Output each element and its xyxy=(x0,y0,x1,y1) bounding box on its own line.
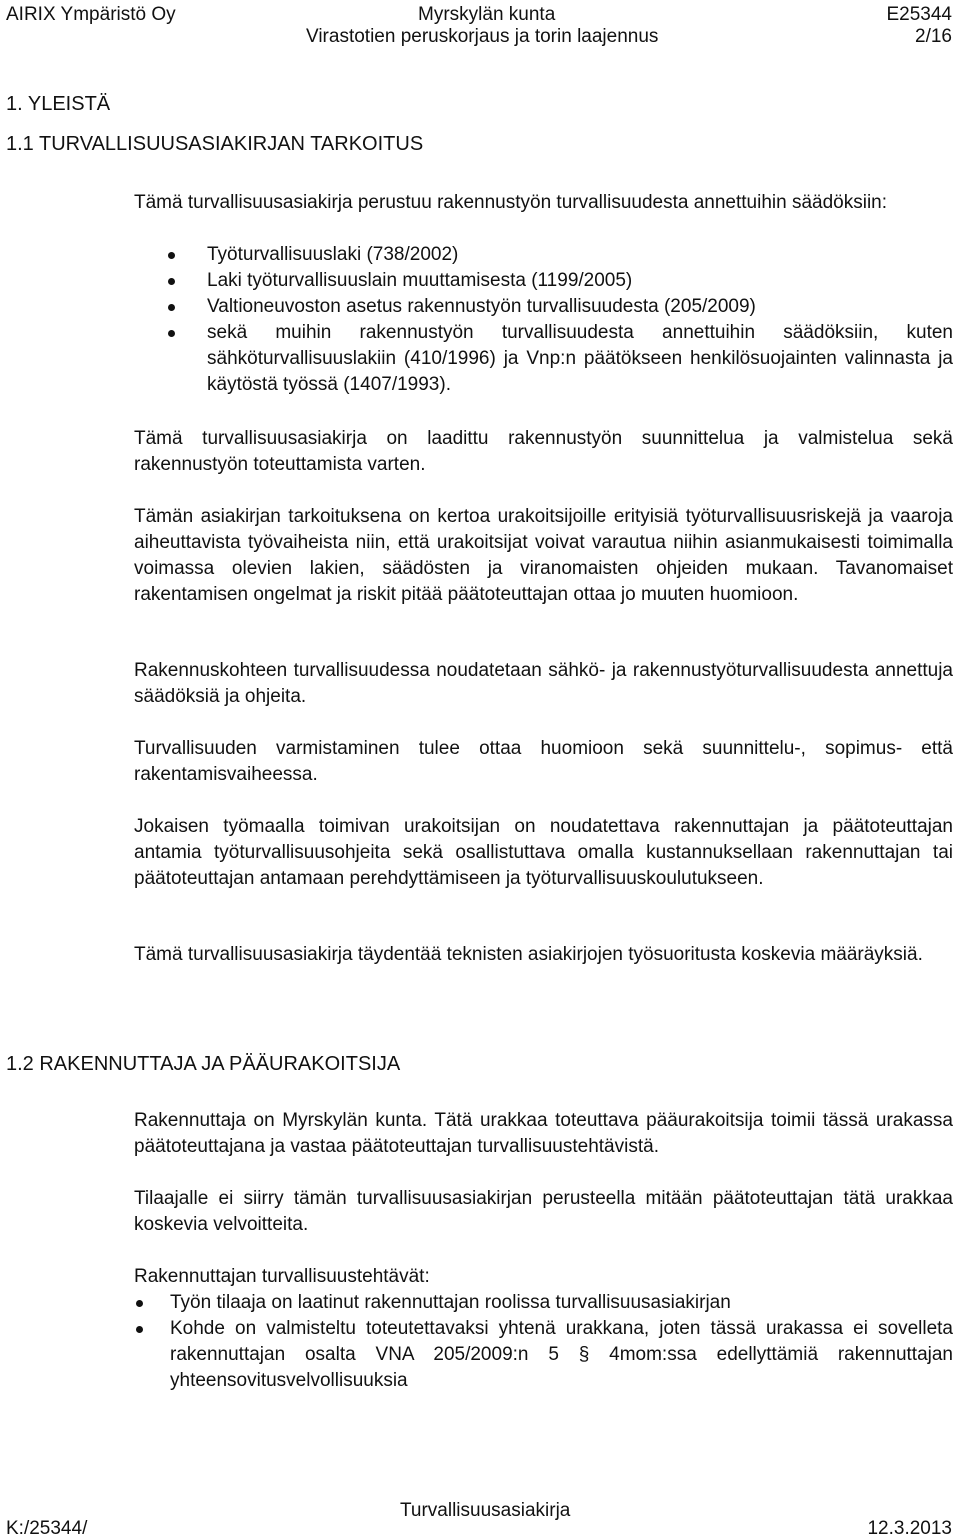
paragraph: Rakennuskohteen turvallisuudessa noudatetaan sähkö- ja rakennustyöturvallisuudesta annettuja säädöksiä ja ohjeita. xyxy=(134,660,953,707)
header-company: AIRIX Ympäristö Oy xyxy=(6,4,176,25)
header-client: Myrskylän kunta xyxy=(418,4,556,25)
section-heading-yleista: 1. YLEISTÄ xyxy=(6,93,111,115)
paragraph: Rakennuttaja on Myrskylän kunta. Tätä urakkaa toteuttava pääurakoitsija toimii tässä urakassa päätoteuttajana ja vastaa päätoteuttajan turvallisuustehtävistä. xyxy=(134,1110,953,1157)
footer-document-name: Turvallisuusasiakirja xyxy=(400,1500,571,1521)
paragraph: Tämä turvallisuusasiakirja täydentää teknisten asiakirjojen työsuoritusta koskevia määräyksiä. xyxy=(134,944,923,965)
bullet-icon xyxy=(168,278,175,285)
bullet-icon xyxy=(136,1300,143,1307)
list-item: Työturvallisuuslaki (738/2002) xyxy=(134,242,953,268)
bullet-icon xyxy=(168,330,175,337)
regulation-list xyxy=(134,242,953,398)
list-item: Valtioneuvoston asetus rakennustyön turvallisuudesta (205/2009) xyxy=(134,294,953,320)
list-item: Laki työturvallisuuslain muuttamisesta (1199/2005) xyxy=(134,268,953,294)
builder-duties-list xyxy=(134,1290,953,1394)
intro-paragraph: Tämä turvallisuusasiakirja perustuu rakennustyön turvallisuudesta annettuihin säädöksiin: xyxy=(134,192,888,213)
paragraph: Tämä turvallisuusasiakirja on laadittu rakennustyön suunnittelua ja valmistelua sekä rakennustyön toteuttamista varten. xyxy=(134,428,953,475)
footer-path: K:/25344/ xyxy=(6,1518,88,1539)
paragraph: Tämän asiakirjan tarkoituksena on kertoa urakoitsijoille erityisiä työturvallisuusriskejä ja vaaroja aiheuttavista työvaiheista niin, että urakoitsijat voivat varautua niihin asianmukaisesti toimimalla voimassa olevien lakien, säädösten ja viranomaisten ohjeiden mukaan. Tavanomaiset rakentamisen ongelmat ja riskit pitää päätoteuttajan ottaa jo muuten huomioon. xyxy=(134,506,953,605)
footer-date: 12.3.2013 xyxy=(867,1518,952,1539)
paragraph: Jokaisen työmaalla toimivan urakoitsijan on noudatettava rakennuttajan ja päätoteuttajan antamia työturvallisuusohjeita sekä osallistuttava omalla kustannuksellaan rakennuttajan tai päätoteuttajan antamaan perehdyttämiseen ja työturvallisuuskoulutukseen. xyxy=(134,816,953,889)
paragraph: Rakennuttajan turvallisuustehtävät: xyxy=(134,1266,430,1287)
list-item: sekä muihin rakennustyön turvallisuudesta annettuihin säädöksiin, kuten sähköturvallisuuslakiin (410/1996) ja Vnp:n päätökseen henkilösuojainten valinnasta ja käytöstä työssä (1407/1993). xyxy=(134,320,953,398)
bullet-icon xyxy=(168,252,175,259)
header-project-title: Virastotien peruskorjaus ja torin laajennus xyxy=(306,26,659,47)
paragraph: Tilaajalle ei siirry tämän turvallisuusasiakirjan perusteella mitään päätoteuttajan tätä urakkaa koskevia velvoitteita. xyxy=(134,1188,953,1235)
paragraph: Turvallisuuden varmistaminen tulee ottaa huomioon sekä suunnittelu-, sopimus- että rakentamisvaiheessa. xyxy=(134,738,953,785)
list-item: Työn tilaaja on laatinut rakennuttajan roolissa turvallisuusasiakirjan xyxy=(134,1290,953,1316)
subsection-heading-tarkoitus: 1.1 TURVALLISUUSASIAKIRJAN TARKOITUS xyxy=(6,133,424,155)
header-project-code: E25344 xyxy=(886,4,952,25)
subsection-heading-rakennuttaja: 1.2 RAKENNUTTAJA JA PÄÄURAKOITSIJA xyxy=(6,1053,401,1075)
bullet-icon xyxy=(168,304,175,311)
page-header xyxy=(0,0,960,70)
header-page-number: 2/16 xyxy=(915,26,952,47)
list-item: Kohde on valmisteltu toteutettavaksi yhtenä urakkana, joten tässä urakassa ei sovelleta rakennuttajan osalta VNA 205/2009:n 5 § 4mom:ssa edellyttämiä rakennuttajan yhteensovitusvelvollisuuksia xyxy=(134,1316,953,1394)
page-footer xyxy=(0,1500,960,1538)
bullet-icon xyxy=(136,1326,143,1333)
